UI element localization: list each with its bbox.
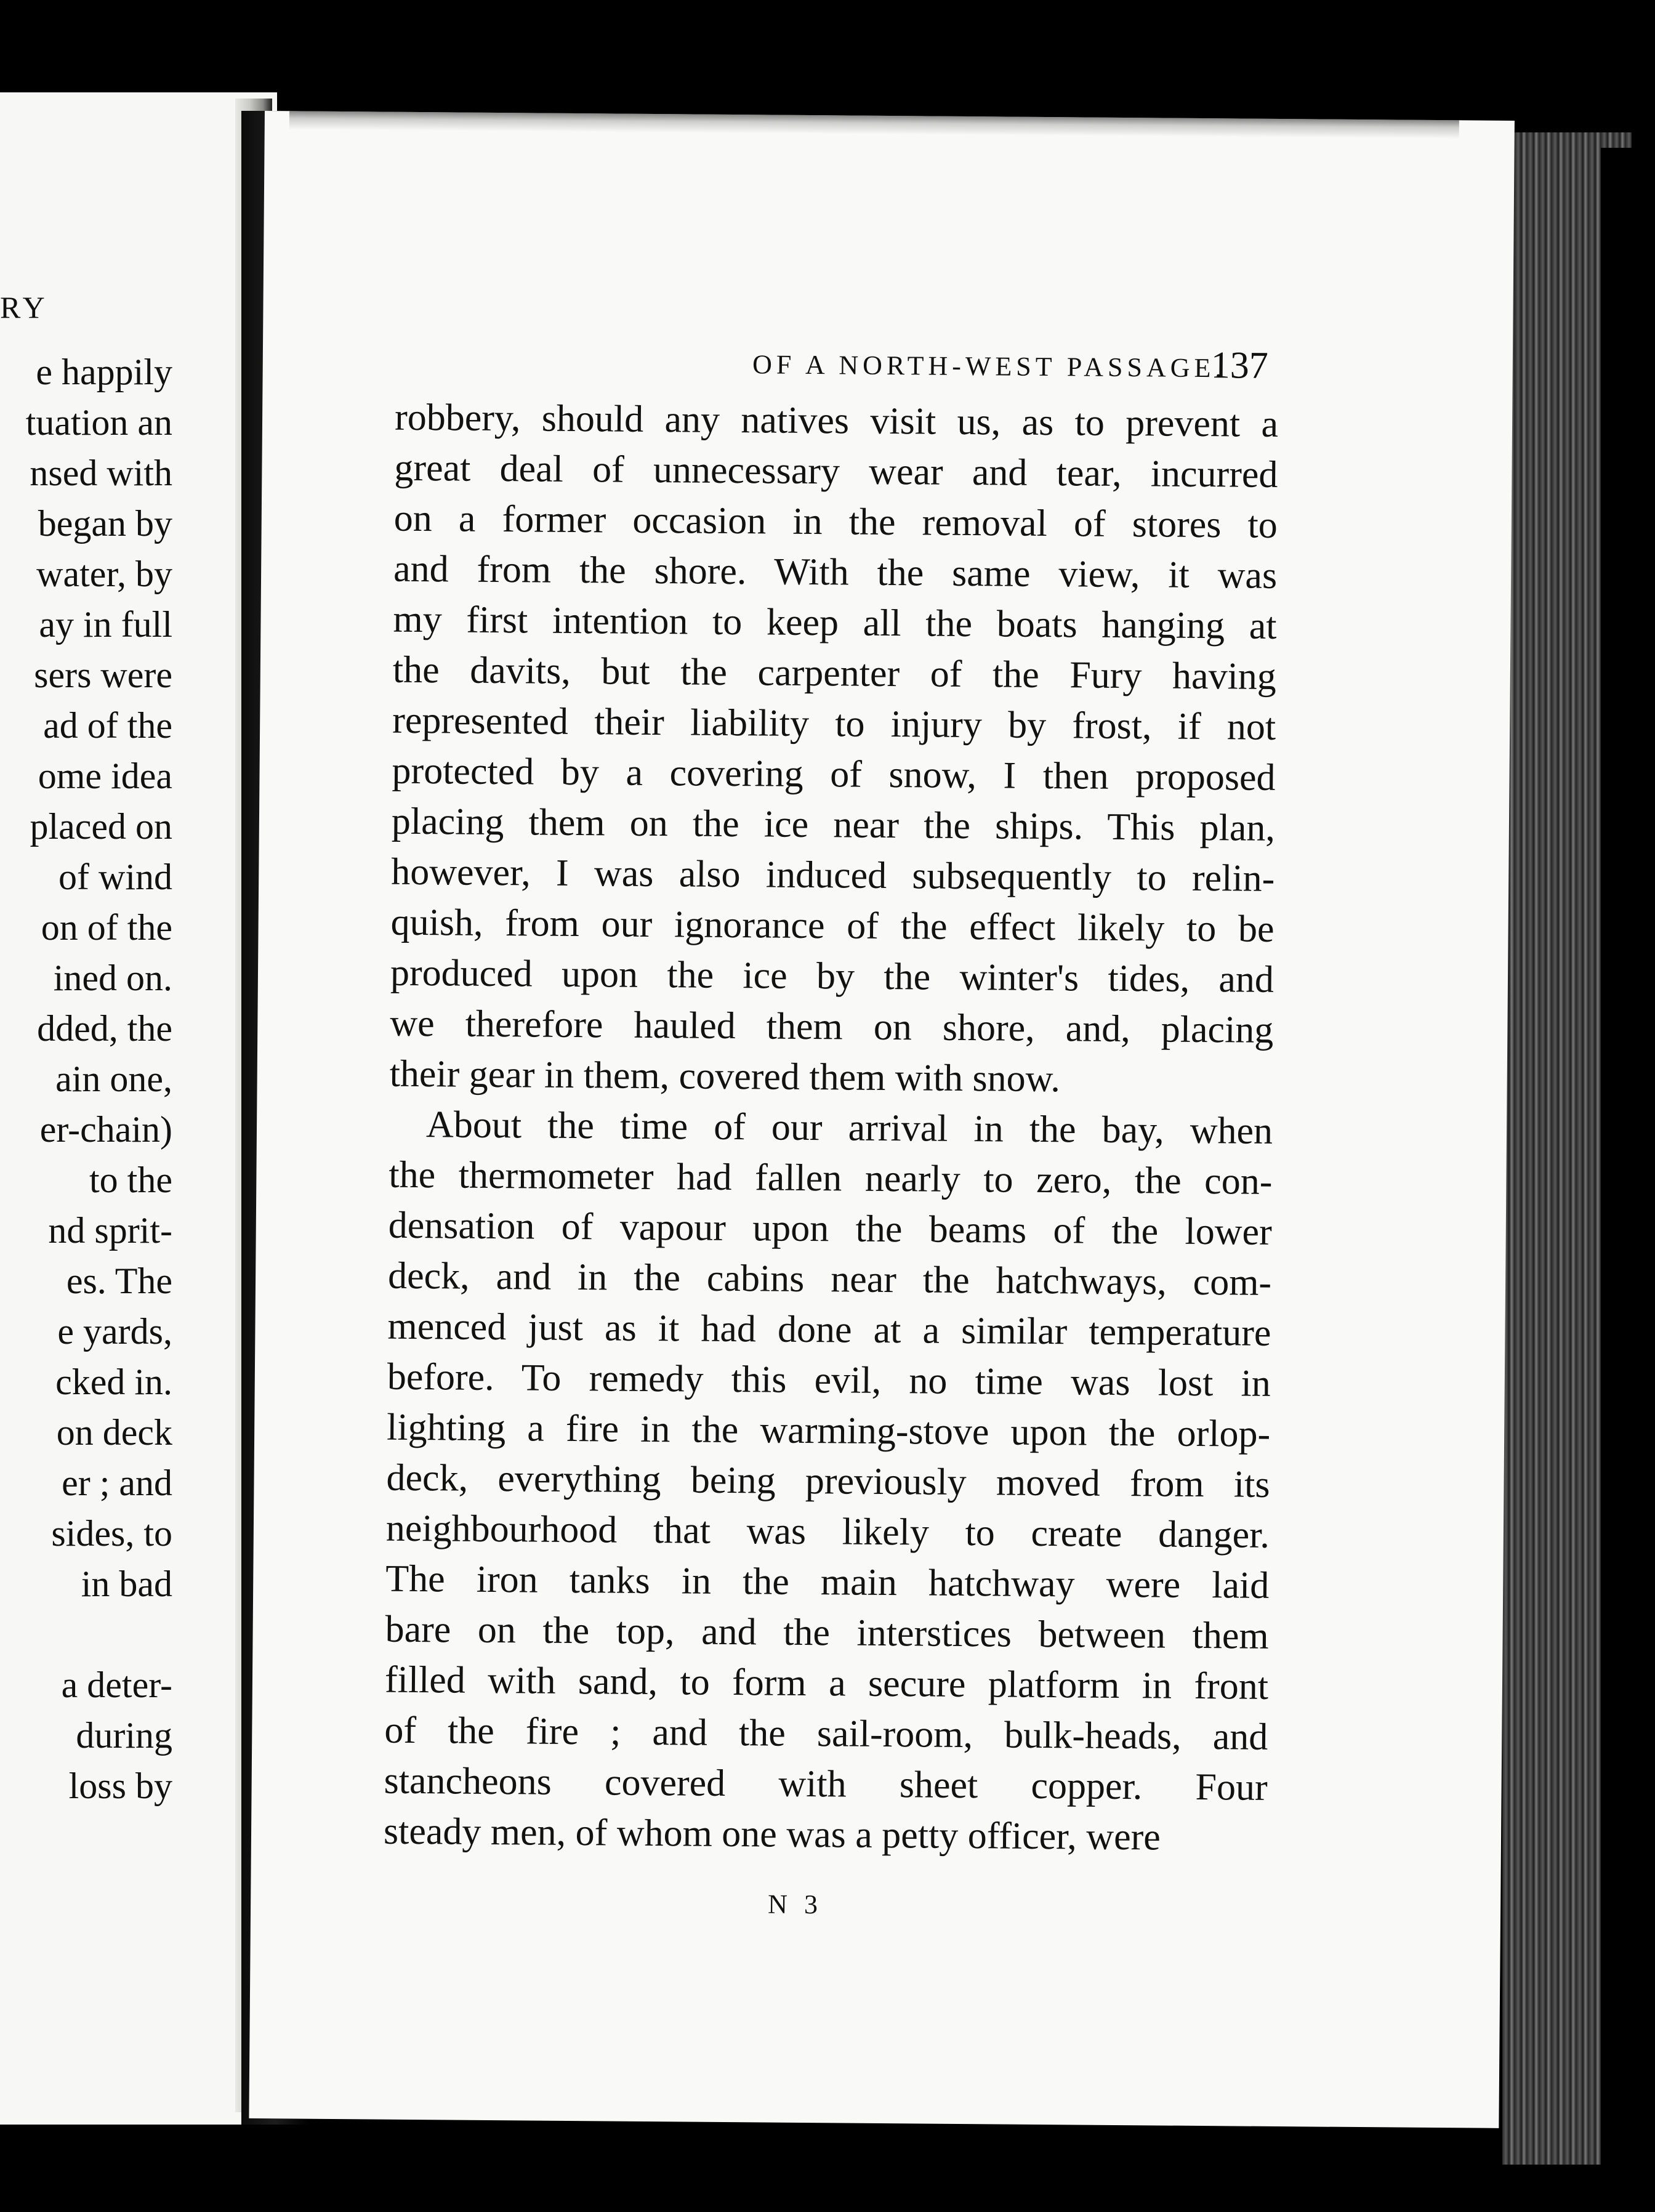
left-text-line: er ; and (62, 1463, 172, 1503)
text-line: robbery, should any natives visit us, as to prevent a (394, 396, 1279, 445)
left-text-line: sers were (34, 655, 172, 695)
text-line: the thermometer had fallen nearly to zero, the con- (389, 1153, 1273, 1203)
text-line: densation of vapour upon the beams of the lower (388, 1204, 1273, 1253)
left-text-line: a deter- (61, 1665, 172, 1705)
left-text-line: dded, the (37, 1008, 172, 1049)
text-line: the davits, but the carpenter of the Fury having (392, 648, 1277, 698)
text-line: protected by a covering of snow, I then proposed (392, 749, 1276, 799)
left-text-line: nd sprit- (48, 1210, 172, 1251)
text-line: neighbourhood that was likely to create danger. (385, 1507, 1270, 1556)
left-text-line: began by (38, 503, 172, 544)
left-text-line: sides, to (51, 1513, 172, 1554)
left-text-line: ined on. (53, 958, 172, 998)
left-text-line: on deck (56, 1412, 172, 1453)
right-page (249, 111, 1515, 2128)
left-running-head: RY (0, 290, 49, 325)
text-line: quish, from our ignorance of the effect likely to be (390, 901, 1274, 950)
signature-mark: N 3 (767, 1889, 823, 1920)
left-text-line: es. The (66, 1261, 172, 1301)
left-text-line: water, by (36, 554, 172, 594)
scan-border (1601, 148, 1655, 2180)
text-line: The iron tanks in the main hatchway were laid (385, 1557, 1270, 1607)
left-text-line: e yards, (57, 1311, 172, 1352)
left-text-line: ome idea (38, 756, 172, 796)
left-text-line: cked in. (55, 1362, 172, 1402)
text-line: before. To remedy this evil, no time was lost in (387, 1355, 1271, 1405)
text-line: and from the shore. With the same view, it was (393, 547, 1278, 597)
text-line: represented their liability to injury by frost, if not (392, 699, 1276, 748)
left-text-line: ay in full (39, 604, 172, 645)
text-line: lighting a fire in the warming-stove upon the orlop- (386, 1406, 1271, 1455)
text-line: filled with sand, to form a secure platform in front (384, 1658, 1269, 1708)
left-text-line: of wind (58, 857, 172, 897)
page-number: 137 (1210, 344, 1269, 387)
left-text-line: placed on (30, 806, 172, 847)
text-line: great deal of unnecessary wear and tear, incurred (394, 446, 1278, 496)
running-head: OF A NORTH-WEST PASSAGE. (752, 349, 1226, 384)
text-line: of the fire ; and the sail-room, bulk-heads, and (384, 1709, 1268, 1758)
left-text-line: on of the (41, 907, 172, 948)
text-line: deck, everything being previously moved from its (386, 1456, 1270, 1506)
left-text-line: in bad (81, 1564, 172, 1604)
text-line: menced just as it had done at a similar temperature (387, 1305, 1271, 1354)
left-text-line: tuation an (25, 402, 172, 443)
text-line: placing them on the ice near the ships. This plan, (391, 800, 1276, 849)
left-text-line: nsed with (30, 453, 172, 493)
text-line: bare on the top, and the interstices between them (385, 1608, 1269, 1657)
text-line: we therefore hauled them on shore, and, placing (390, 1002, 1274, 1051)
text-line: produced upon the ice by the winter's tides, and (390, 951, 1274, 1001)
left-text-line: ad of the (43, 705, 172, 746)
text-line: my first intention to keep all the boats hanging at (393, 598, 1277, 647)
text-line: About the time of our arrival in the bay, when (425, 1104, 1273, 1152)
left-text-line: ain one, (55, 1059, 172, 1099)
text-line: their gear in them, covered them with snow. (389, 1052, 1061, 1100)
text-line: on a former occasion in the removal of stores to (393, 497, 1278, 546)
text-line: steady men, of whom one was a petty officer, were (383, 1810, 1161, 1859)
text-line: however, I was also induced subsequently to relin- (391, 850, 1275, 900)
left-text-line: to the (89, 1160, 172, 1200)
text-line: stancheons covered with sheet copper. Four (384, 1759, 1268, 1809)
left-text-line: during (76, 1715, 172, 1756)
left-text-line: er-chain) (39, 1109, 172, 1150)
left-text-line: e happily (36, 352, 172, 392)
text-line: deck, and in the cabins near the hatchways, com- (387, 1254, 1272, 1304)
page-top-edge (289, 111, 1459, 139)
left-text-line: loss by (68, 1766, 172, 1806)
